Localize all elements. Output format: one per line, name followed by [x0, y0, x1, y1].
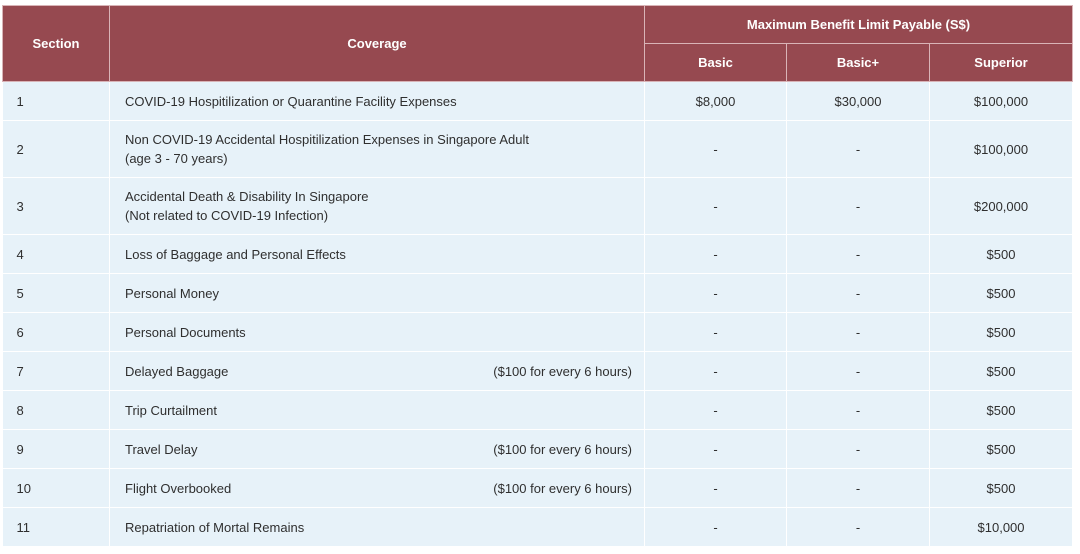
table-body	[3, 82, 1073, 547]
cell-coverage	[110, 469, 645, 508]
cell-coverage	[110, 391, 645, 430]
coverage-note: ($100 for every 6 hours)	[493, 480, 632, 496]
coverage-name: Travel Delay	[125, 441, 198, 457]
cell-coverage	[110, 313, 645, 352]
cell-coverage	[110, 178, 645, 235]
table-row	[3, 508, 1073, 547]
cell-basic-plus: -	[787, 121, 930, 178]
cell-coverage	[110, 82, 645, 121]
header-plan-basic: Basic	[645, 44, 787, 82]
table-row	[3, 430, 1073, 469]
cell-basic-plus: -	[787, 430, 930, 469]
table-row	[3, 313, 1073, 352]
cell-superior: $500	[930, 235, 1073, 274]
cell-coverage	[110, 235, 645, 274]
table-row	[3, 391, 1073, 430]
header-max-benefit: Maximum Benefit Limit Payable (S$)	[645, 6, 1073, 44]
cell-section: 8	[3, 391, 110, 430]
cell-section: 6	[3, 313, 110, 352]
cell-basic-plus: -	[787, 391, 930, 430]
coverage-detail: (age 3 - 70 years)	[125, 151, 228, 166]
table-row	[3, 178, 1073, 235]
cell-basic-plus: -	[787, 508, 930, 547]
coverage-name: Flight Overbooked	[125, 480, 232, 496]
table-row	[3, 469, 1073, 508]
cell-basic-plus: $30,000	[787, 82, 930, 121]
cell-basic-plus: -	[787, 235, 930, 274]
cell-basic-plus: -	[787, 313, 930, 352]
coverage-name: Non COVID-19 Accidental Hospitilization Expenses in Singapore Adult	[125, 132, 529, 147]
header-coverage: Coverage	[110, 6, 645, 82]
cell-section: 11	[3, 508, 110, 547]
cell-basic: -	[645, 274, 787, 313]
cell-basic: -	[645, 391, 787, 430]
coverage-name: Loss of Baggage and Personal Effects	[125, 246, 346, 262]
cell-superior: $10,000	[930, 508, 1073, 547]
cell-superior: $100,000	[930, 121, 1073, 178]
cell-coverage	[110, 274, 645, 313]
coverage-note: ($100 for every 6 hours)	[493, 441, 632, 457]
cell-basic-plus: -	[787, 178, 930, 235]
cell-basic: -	[645, 469, 787, 508]
cell-basic: -	[645, 235, 787, 274]
cell-section: 7	[3, 352, 110, 391]
cell-basic: -	[645, 313, 787, 352]
cell-basic-plus: -	[787, 469, 930, 508]
cell-section: 10	[3, 469, 110, 508]
cell-section: 2	[3, 121, 110, 178]
cell-superior: $500	[930, 430, 1073, 469]
header-plan-basic-plus: Basic+	[787, 44, 930, 82]
cell-basic: -	[645, 121, 787, 178]
cell-superior: $100,000	[930, 82, 1073, 121]
table-row	[3, 82, 1073, 121]
cell-basic-plus: -	[787, 274, 930, 313]
cell-basic: $8,000	[645, 82, 787, 121]
cell-basic: -	[645, 430, 787, 469]
table-row	[3, 274, 1073, 313]
coverage-note: ($100 for every 6 hours)	[493, 363, 632, 379]
cell-section: 3	[3, 178, 110, 235]
header-plan-superior: Superior	[930, 44, 1073, 82]
coverage-name: Personal Documents	[125, 324, 246, 340]
coverage-name: Trip Curtailment	[125, 402, 217, 418]
coverage-name: Delayed Baggage	[125, 363, 229, 379]
cell-section: 1	[3, 82, 110, 121]
cell-basic: -	[645, 352, 787, 391]
coverage-name: COVID-19 Hospitilization or Quarantine Facility Expenses	[125, 93, 457, 109]
cell-section: 9	[3, 430, 110, 469]
table-row	[3, 235, 1073, 274]
cell-coverage	[110, 121, 645, 178]
table-header	[3, 6, 1073, 82]
benefit-table-container	[2, 5, 1072, 548]
header-section: Section	[3, 6, 110, 82]
coverage-name: Accidental Death & Disability In Singapore	[125, 189, 369, 204]
cell-coverage	[110, 430, 645, 469]
benefit-table	[2, 5, 1073, 547]
coverage-detail: (Not related to COVID-19 Infection)	[125, 208, 329, 223]
cell-basic-plus: -	[787, 352, 930, 391]
cell-coverage	[110, 508, 645, 547]
cell-coverage	[110, 352, 645, 391]
cell-basic: -	[645, 508, 787, 547]
cell-superior: $500	[930, 469, 1073, 508]
cell-superior: $500	[930, 274, 1073, 313]
cell-superior: $200,000	[930, 178, 1073, 235]
cell-superior: $500	[930, 352, 1073, 391]
coverage-name: Personal Money	[125, 285, 219, 301]
cell-section: 4	[3, 235, 110, 274]
cell-basic: -	[645, 178, 787, 235]
table-row	[3, 352, 1073, 391]
cell-section: 5	[3, 274, 110, 313]
cell-superior: $500	[930, 313, 1073, 352]
cell-superior: $500	[930, 391, 1073, 430]
coverage-name: Repatriation of Mortal Remains	[125, 519, 305, 535]
table-row	[3, 121, 1073, 178]
